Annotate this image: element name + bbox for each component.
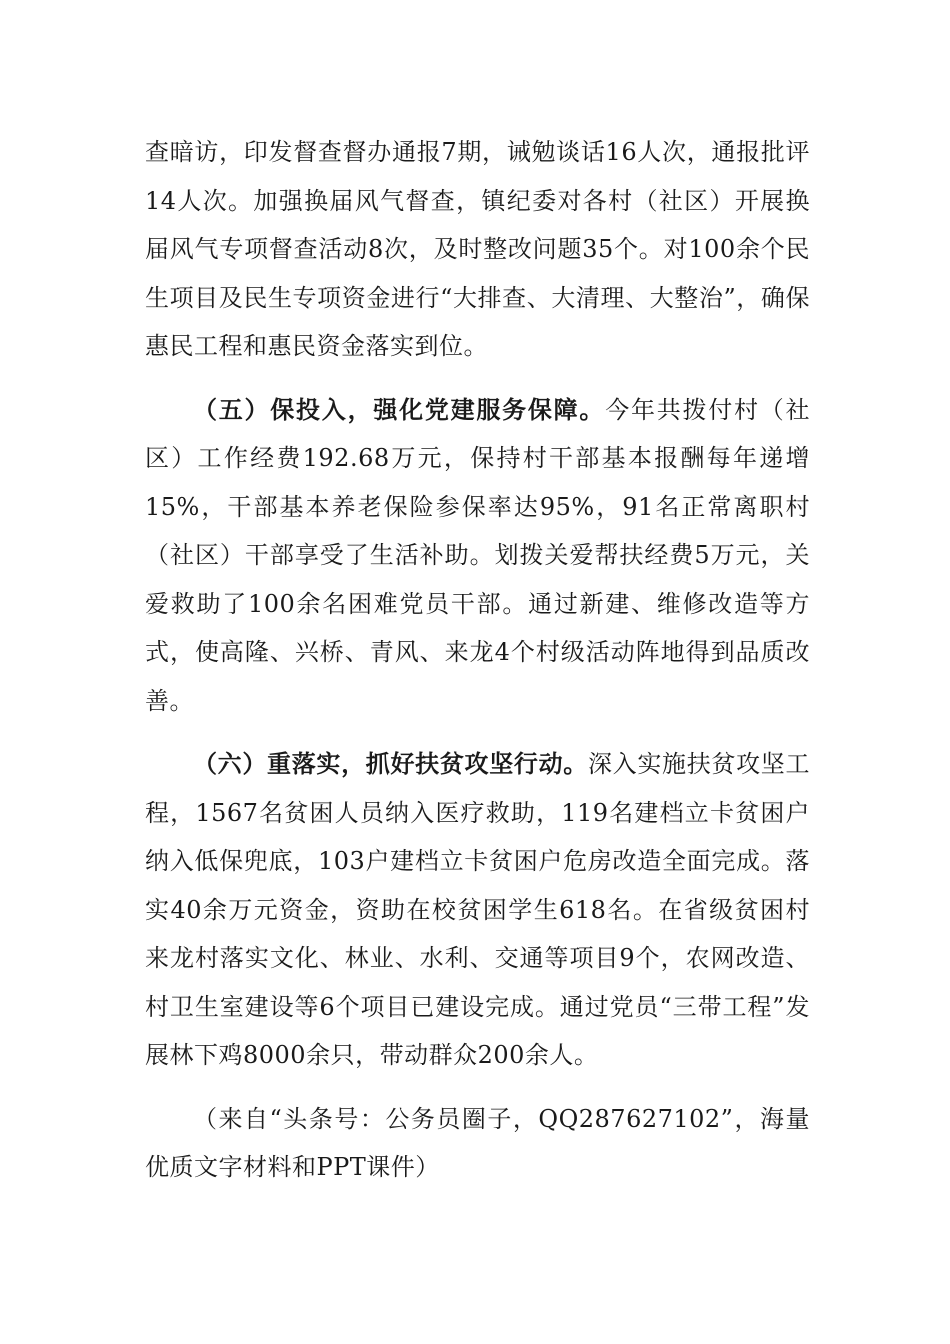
section-heading-five: （五）保投入，强化党建服务保障。 [193,394,606,424]
section-heading-six: （六）重落实，抓好扶贫攻坚行动。 [193,749,588,778]
paragraph-body: 查暗访，印发督查督办通报7期，诫勉谈话16人次，通报批评14人次。加强换届风气督查，镇纪委对各村（社区）开展换届风气专项督查活动8次，及时整改问题35个。对100余个民生项目及民生专项资金进行“大排查、大清理、大整治”，确保惠民工程和惠民资金落实到位。 [145,138,810,360]
document-page [145,128,810,1192]
paragraph-source-note [145,1095,810,1192]
source-note-text: （来自“头条号：公务员圈子，QQ287627102”，海量优质文字材料和PPT课件） [145,1104,810,1181]
paragraph-section-five [145,386,810,726]
paragraph-body: 今年共拨付村（社区）工作经费192.68万元，保持村干部基本报酬每年递增15%，干部基本养老保险参保率达95%，91名正常离职村（社区）干部享受了生活补助。划拨关爱帮扶经费5万元，关爱救助了100余名困难党员干部。通过新建、维修改造等方式，使高隆、兴桥、青风、来龙4个村级活动阵地得到品质改善。 [145,395,811,715]
paragraph-section-six [145,740,810,1080]
paragraph-supervision-continued [145,128,810,371]
paragraph-body: 深入实施扶贫攻坚工程，1567名贫困人员纳入医疗救助，119名建档立卡贫困户纳入低保兜底，103户建档立卡贫困户危房改造全面完成。落实40余万元资金，资助在校贫困学生618名。在省级贫困村来龙村落实文化、林业、水利、交通等项目9个，农网改造、村卫生室建设等6个项目已建设完成。通过党员“三带工程”发展林下鸡8000余只，带动群众200余人。 [145,750,810,1069]
